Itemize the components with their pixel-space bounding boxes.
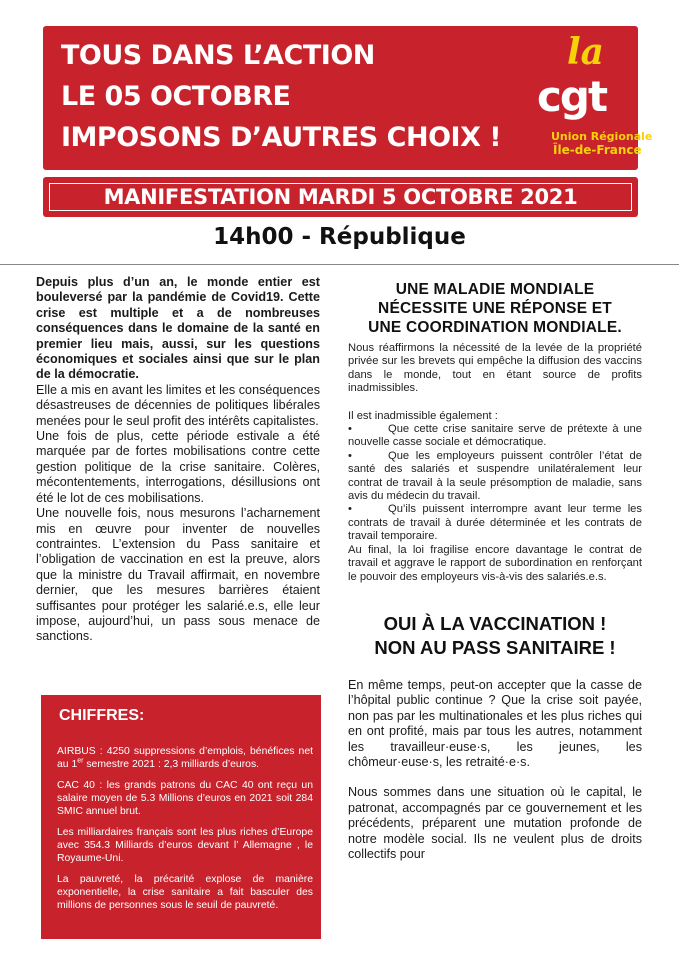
paragraph: Il est inadmissible également : <box>348 409 498 422</box>
section-heading-line-1: OUI À LA VACCINATION ! <box>383 612 607 634</box>
divider <box>0 264 679 265</box>
manifestation-text: MANIFESTATION MARDI 5 OCTOBRE 2021 <box>49 183 632 211</box>
chiffre-item: Les milliardaires français sont les plus riches d’Europe avec 354.3 Milliards d’euros devant l’ Allemagne , le Royaume-Uni. <box>57 827 313 864</box>
banner-line-3: IMPOSONS D’AUTRES CHOIX ! <box>61 122 502 153</box>
header-banner <box>43 26 653 170</box>
manifestation-banner <box>43 177 638 217</box>
banner-line-1: TOUS DANS L’ACTION <box>61 40 375 71</box>
chiffres-box <box>41 695 321 939</box>
right-column <box>348 280 642 862</box>
bullet-item: • Que cette crise sanitaire serve de prétexte à une nouvelle casse sociale et démocratique. <box>348 423 642 449</box>
chiffres-list <box>57 745 313 920</box>
paragraph: Elle a mis en avant les limites et les conséquences désastreuses de décennies de politiques libérales menées pour le seul profit des intérêts capitalistes. <box>36 382 320 428</box>
section-heading-line-2: NON AU PASS SANITAIRE ! <box>374 636 616 658</box>
logo-subtitle-2: Île-de-France <box>553 143 642 157</box>
intro-paragraph: Depuis plus d’un an, le monde entier est bouleversé par la pandémie de Covid19. Cette crise est multiple et a de nombreuses conséquences dans le domaine de la santé en premier lieu mais, aussi, sur les questions économiques et sociales ainsi que sur le plan de la démocratie. <box>36 275 320 382</box>
paragraph: Une fois de plus, cette période estivale a été marquée par de fortes mobilisations contre cette gestion politique de la crise sanitaire. Colères, mécontentements, interrogations, désillusions ont été le lot de ces mobilisations. <box>36 429 320 505</box>
cgt-logo <box>523 31 653 164</box>
logo-cgt-text: cgt <box>537 72 607 121</box>
paragraph: Au final, la loi fragilise encore davantage le contrat de travail et aggrave le rapport de subordination en renforçant le pouvoir des employeurs vis-à-vis des salariés.e.s. <box>348 543 642 583</box>
paragraph: Nous réaffirmons la nécessité de la levée de la propriété privée sur les brevets qui empêche la diffusion des vaccins dans le monde, tout en étant source de profits inadmissibles. <box>348 342 642 395</box>
chiffres-title: CHIFFRES: <box>59 707 145 724</box>
logo-la-text: la <box>567 31 605 73</box>
section-heading: UNE MALADIE MONDIALE NÉCESSITE UNE RÉPONSE ET UNE COORDINATION MONDIALE. <box>368 281 622 336</box>
chiffre-item: AIRBUS : 4250 suppressions d’emplois, bénéfices net au 1er semestre 2021 : 2,3 milliards d’euros. <box>57 746 313 770</box>
paragraph: Une nouvelle fois, nous mesurons l’acharnement mis en œuvre pour inventer de nouvelles contraintes. L’extension du Pass sanitaire et l’obligation de vaccination en est la preuve, alors que la ministre du Travail affirmait, en novembre dernier, que les mesures barrières étaient suffisantes pour protéger les salarié.e.s, elle leur impose, aujourd’hui, un pass sous menace de sanctions. <box>36 506 320 644</box>
logo-subtitle-1: Union Régionale <box>551 130 653 143</box>
banner-line-2: LE 05 OCTOBRE <box>61 81 291 112</box>
bullet-item: • Qu’ils puissent interrompre avant leur terme les contrats de travail à durée déterminée et les contrats de travail temporaire. <box>348 503 642 543</box>
time-place: 14h00 - République <box>213 224 466 250</box>
paragraph: En même temps, peut-on accepter que la casse de l’hôpital public continue ? Que la crise soit payée, non pas par les multinationales et les plus riches qui en ont profité, mais par tous les autres, notamment les travailleur·euse·s, les jeunes, les chômeur·euse·s, les retraité·e·s. <box>348 677 642 769</box>
chiffre-item: CAC 40 : les grands patrons du CAC 40 ont reçu un salaire moyen de 5.3 Millions d’euros en 2021 soit 284 SMIC annuel brut. <box>57 780 313 817</box>
chiffre-item: La pauvreté, la précarité explose de manière exponentielle, la crise sanitaire a fait basculer des millions de personnes sous le seuil de pauvreté. <box>57 874 313 911</box>
bullet-item: • Que les employeurs puissent contrôler l’état de santé des salariés et suspendre unilatéralement leur contrat de travail à la seule présomption de maladie, sans avis du médecin du travail. <box>348 449 642 503</box>
left-column <box>36 275 320 645</box>
paragraph: Nous sommes dans une situation où le capital, le patronat, accompagnés par ce gouvernement et les précédents, préparent une mutation profonde de notre modèle social. Ils ne veulent plus de droits collectifs pour <box>348 785 642 861</box>
